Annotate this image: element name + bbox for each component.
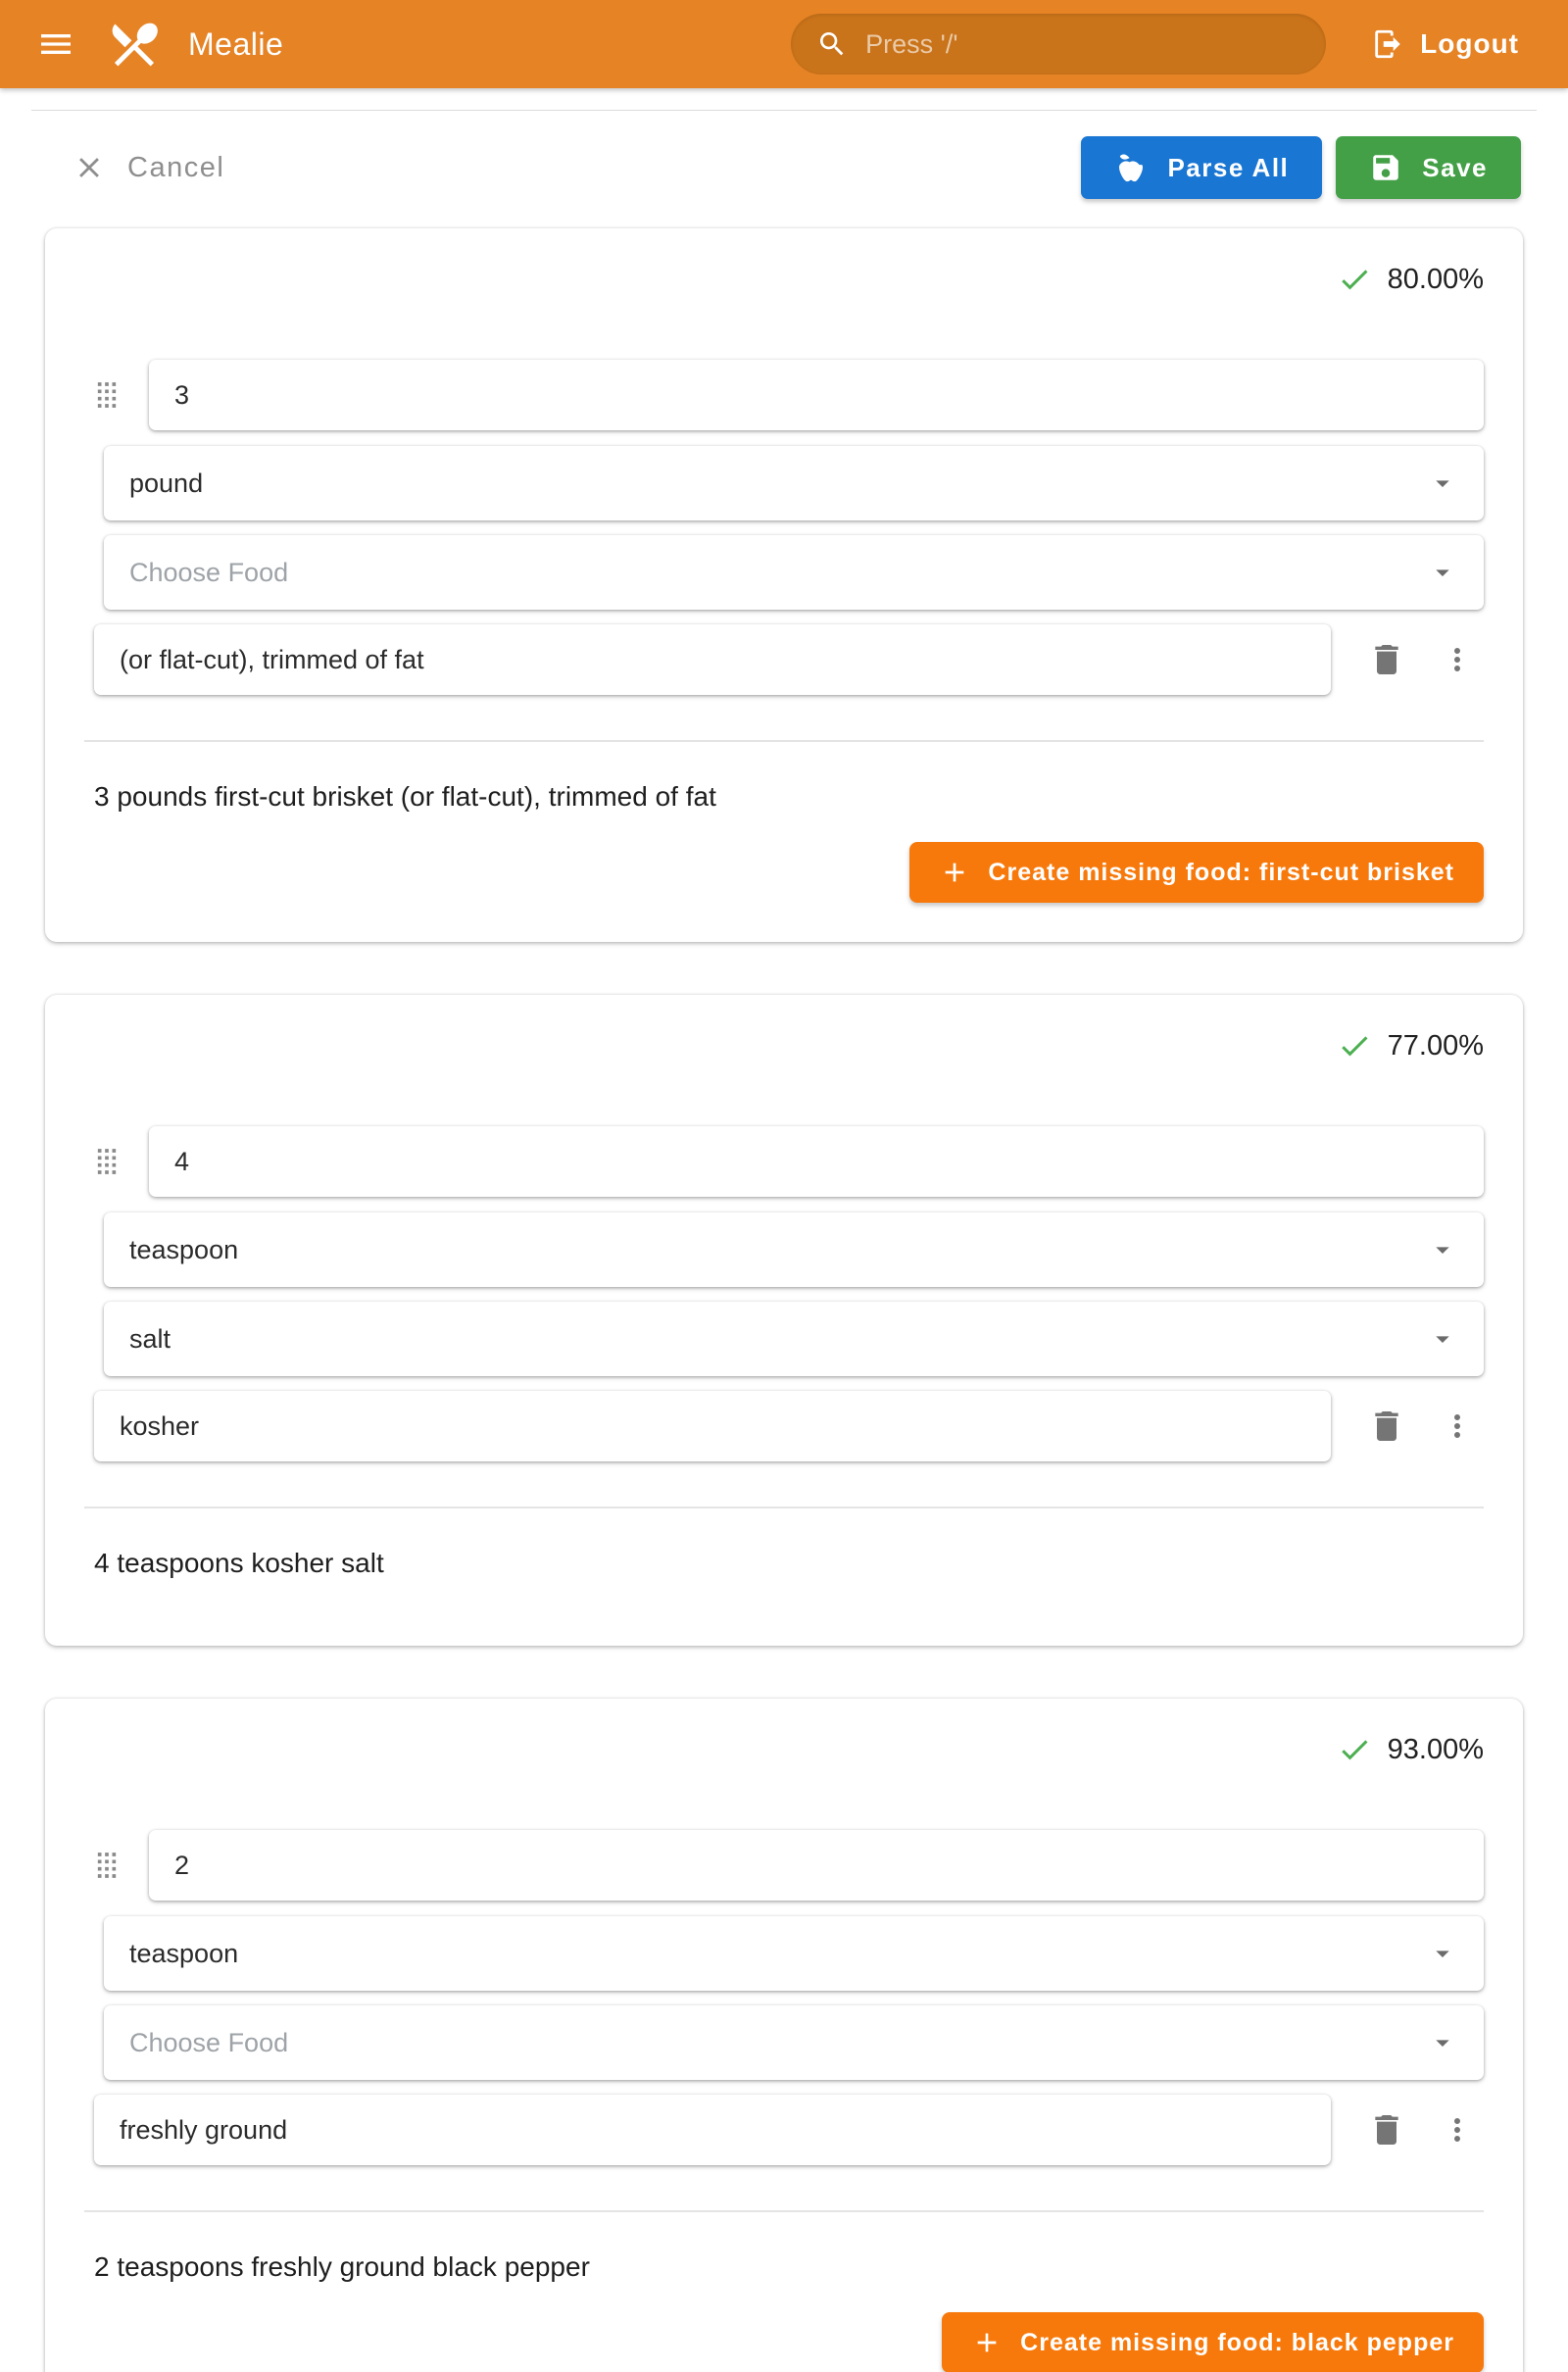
unit-select[interactable] [104, 446, 1484, 520]
unit-select[interactable] [104, 1916, 1484, 1991]
ingredient-card-1 [45, 228, 1523, 942]
kebab-menu-icon [1440, 642, 1475, 677]
drag-handle-icon[interactable] [84, 1843, 129, 1888]
card-divider [84, 740, 1484, 742]
save-icon [1369, 151, 1402, 184]
food-value: salt [129, 1323, 172, 1354]
quantity-input[interactable] [174, 1147, 1458, 1177]
unit-value: teaspoon [129, 1938, 239, 1968]
confidence-value: 80.00% [1387, 263, 1484, 295]
parse-all-button[interactable] [1081, 136, 1322, 199]
drag-handle-icon[interactable] [84, 372, 129, 418]
plus-icon [939, 857, 970, 888]
more-options-button[interactable] [1431, 633, 1484, 686]
delete-icon [1367, 1407, 1406, 1446]
app-bar [0, 0, 1568, 88]
app-title: Mealie [188, 25, 284, 62]
original-ingredient-text: 3 pounds first-cut brisket (or flat-cut), trimmed of fat [94, 781, 716, 812]
chevron-down-icon [1427, 2027, 1458, 2058]
quantity-input[interactable] [174, 1851, 1458, 1881]
ingredient-list [0, 199, 1568, 2372]
unit-value: teaspoon [129, 1234, 239, 1264]
chevron-down-icon [1427, 1323, 1458, 1355]
drag-handle-icon[interactable] [84, 1139, 129, 1184]
create-missing-food-label: Create missing food: black pepper [1020, 2328, 1454, 2356]
original-ingredient-text: 4 teaspoons kosher salt [94, 1548, 384, 1578]
create-missing-food-button[interactable] [909, 842, 1484, 903]
kebab-menu-icon [1440, 2112, 1475, 2148]
food-select[interactable] [104, 2005, 1484, 2080]
delete-icon [1367, 2110, 1406, 2150]
delete-button[interactable] [1360, 1400, 1413, 1453]
card-divider [84, 1507, 1484, 1508]
more-options-button[interactable] [1431, 2103, 1484, 2156]
food-placeholder: Choose Food [129, 2027, 289, 2057]
note-field [94, 624, 1331, 695]
unit-value: pound [129, 468, 204, 498]
create-missing-food-button[interactable] [942, 2312, 1484, 2372]
card-divider [84, 2210, 1484, 2212]
check-icon [1337, 1028, 1372, 1063]
note-field [94, 1391, 1331, 1461]
confidence-row [84, 262, 1484, 297]
close-icon [73, 151, 106, 184]
confidence-value: 93.00% [1387, 1733, 1484, 1765]
cancel-button[interactable] [73, 151, 224, 184]
confidence-row [84, 1732, 1484, 1767]
more-options-button[interactable] [1431, 1400, 1484, 1453]
note-input[interactable] [120, 1411, 1305, 1442]
quantity-input[interactable] [174, 380, 1458, 411]
note-input[interactable] [120, 645, 1305, 675]
logout-label: Logout [1420, 28, 1519, 59]
save-button[interactable] [1336, 136, 1521, 199]
silverware-logo-icon [106, 16, 163, 73]
original-ingredient-text: 2 teaspoons freshly ground black pepper [94, 2251, 590, 2282]
create-missing-food-label: Create missing food: first-cut brisket [988, 858, 1454, 886]
ingredient-card-2 [45, 995, 1523, 1646]
chevron-down-icon [1427, 557, 1458, 588]
cancel-label: Cancel [127, 151, 225, 183]
apple-icon [1114, 151, 1148, 184]
chevron-down-icon [1427, 1938, 1458, 1969]
quantity-field [149, 360, 1484, 430]
search-icon [816, 28, 848, 60]
logout-icon [1371, 27, 1404, 61]
delete-button[interactable] [1360, 2103, 1413, 2156]
unit-select[interactable] [104, 1212, 1484, 1287]
check-icon [1337, 1732, 1372, 1767]
chevron-down-icon [1427, 1234, 1458, 1265]
logout-button[interactable] [1371, 27, 1519, 61]
food-select[interactable] [104, 535, 1484, 610]
save-label: Save [1422, 152, 1488, 182]
quantity-field [149, 1830, 1484, 1901]
editor-toolbar [0, 111, 1568, 199]
confidence-row [84, 1028, 1484, 1063]
food-placeholder: Choose Food [129, 557, 289, 587]
ingredient-card-3 [45, 1699, 1523, 2372]
plus-icon [971, 2327, 1003, 2358]
note-input[interactable] [120, 2115, 1305, 2146]
search-bar[interactable] [791, 14, 1326, 74]
quantity-field [149, 1126, 1484, 1197]
chevron-down-icon [1427, 468, 1458, 499]
kebab-menu-icon [1440, 1408, 1475, 1444]
menu-icon[interactable] [33, 22, 78, 67]
parse-all-label: Parse All [1167, 152, 1290, 182]
note-field [94, 2095, 1331, 2165]
delete-button[interactable] [1360, 633, 1413, 686]
check-icon [1337, 262, 1372, 297]
search-input[interactable] [865, 29, 1300, 60]
delete-icon [1367, 640, 1406, 679]
confidence-value: 77.00% [1387, 1029, 1484, 1062]
food-select[interactable] [104, 1302, 1484, 1376]
